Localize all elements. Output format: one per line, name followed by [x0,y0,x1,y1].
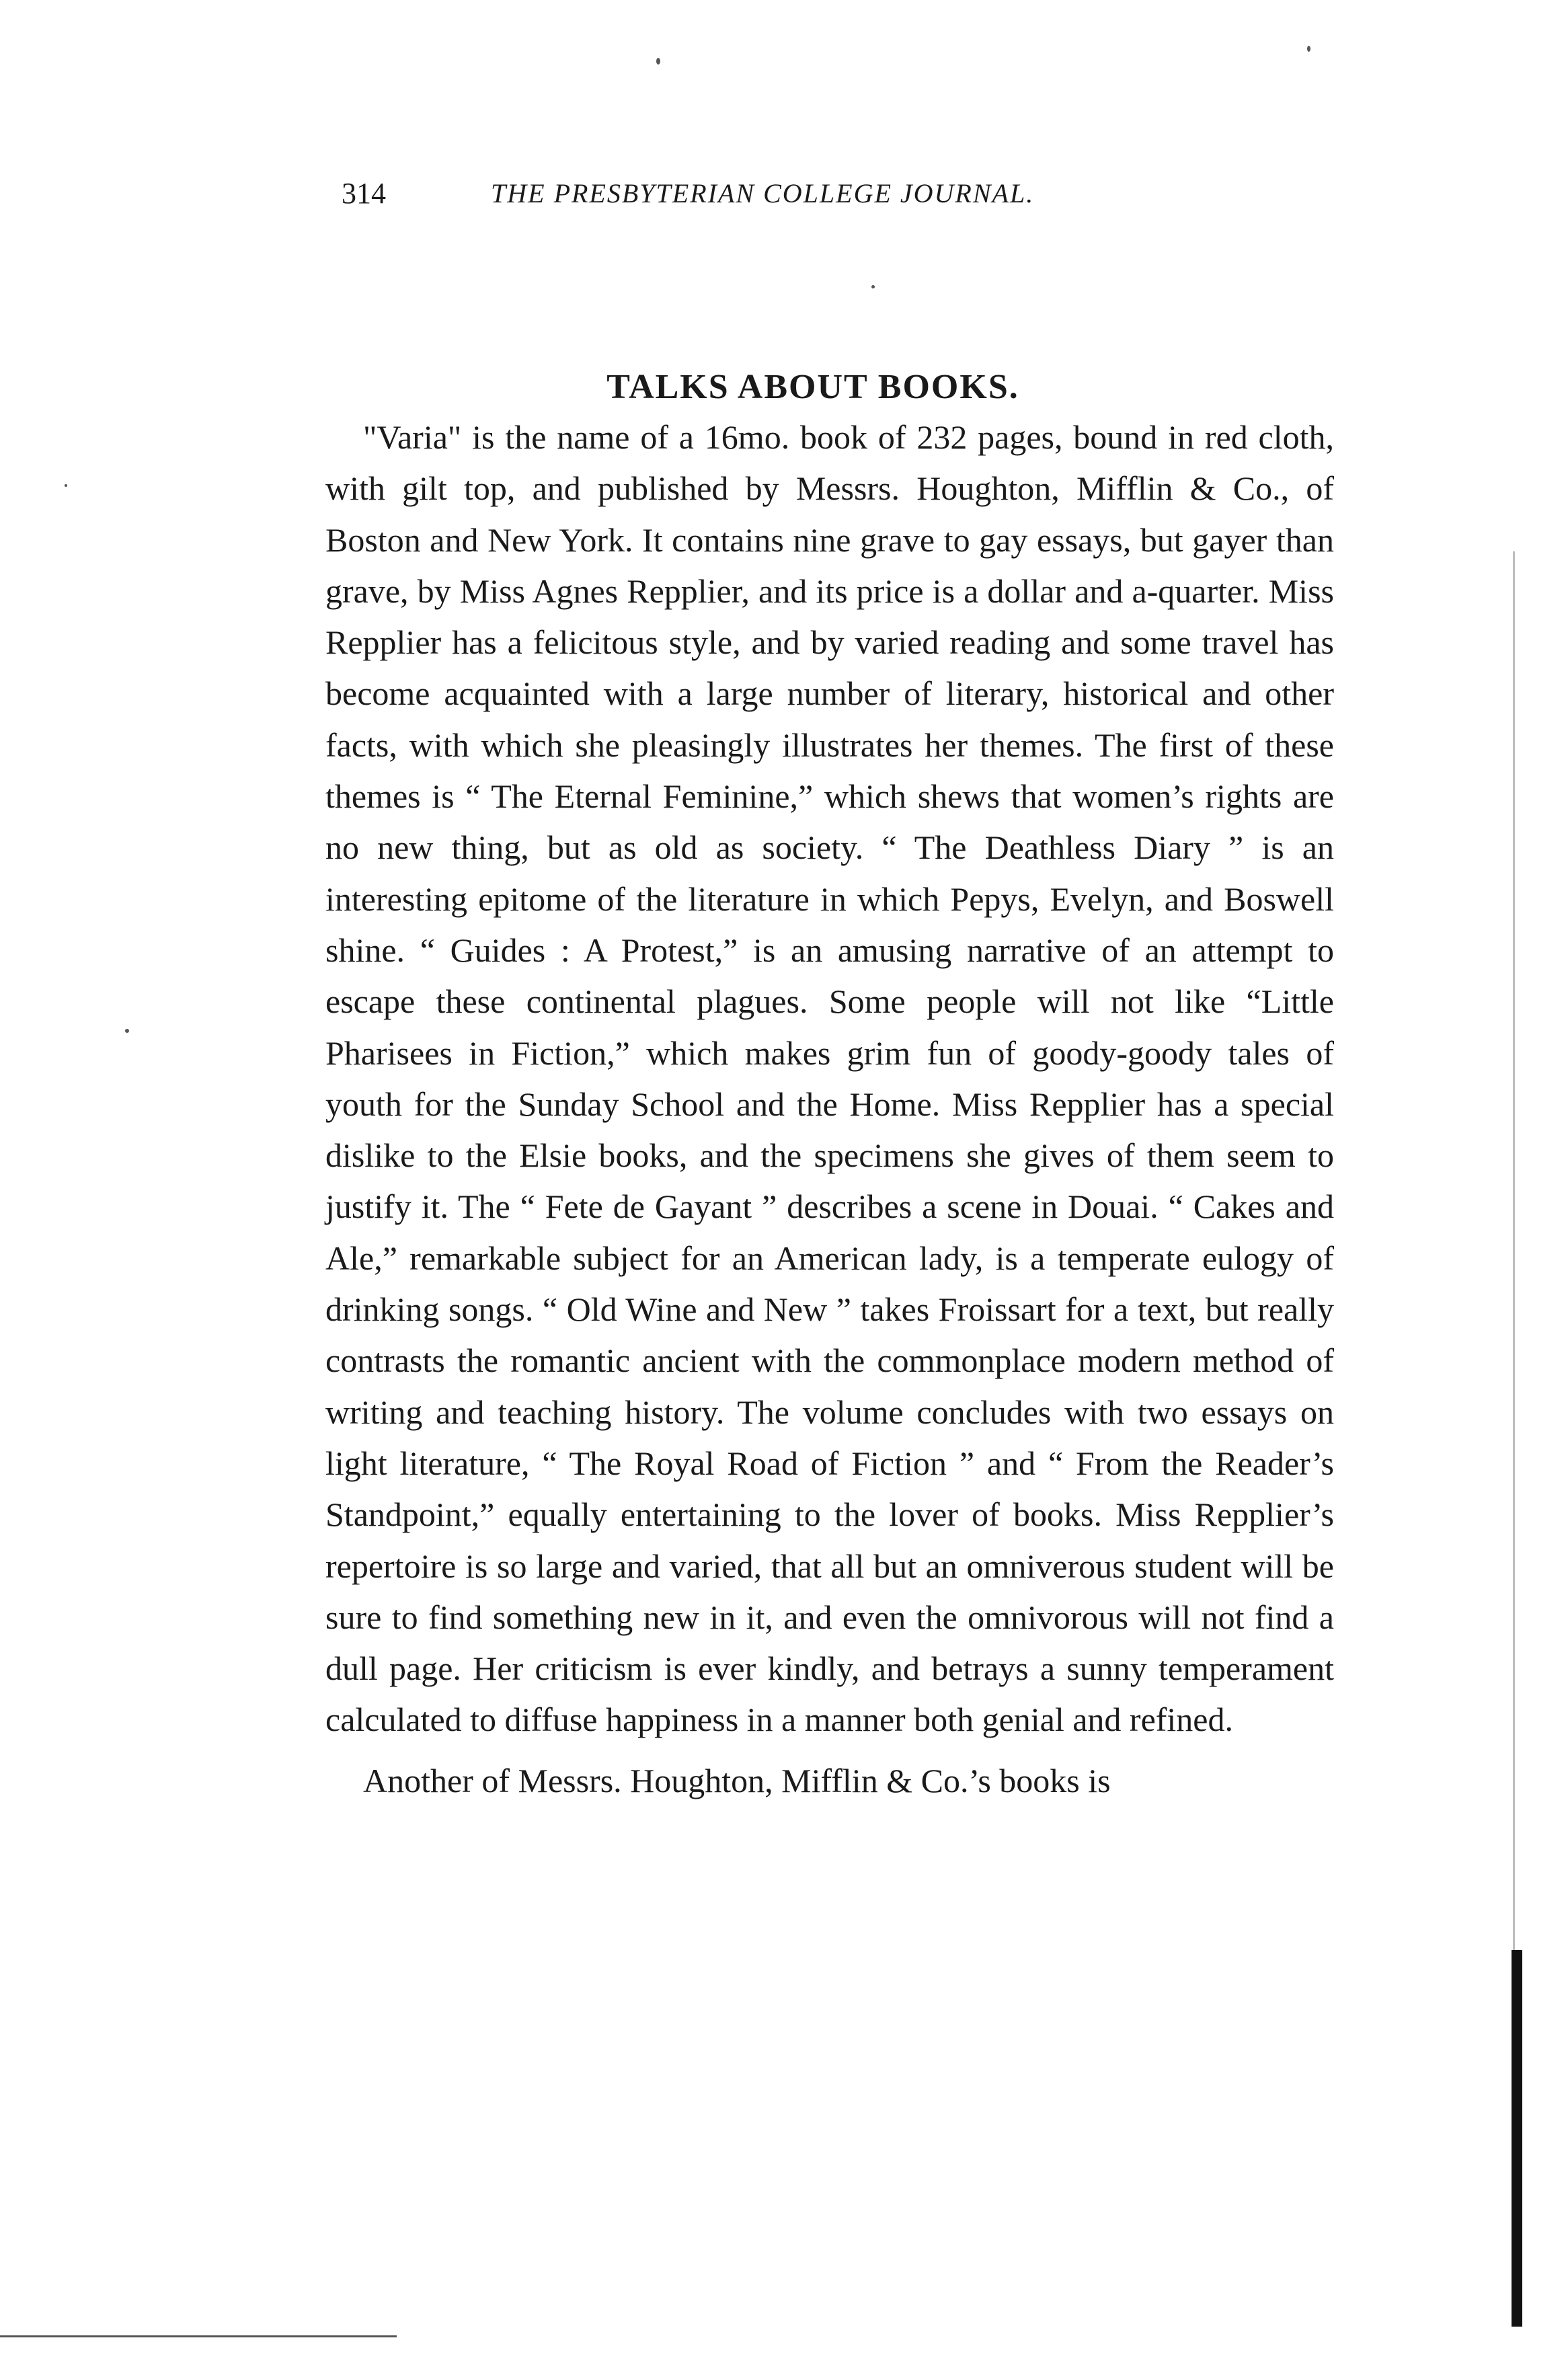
scan-speck [656,58,660,65]
scan-speck [65,484,67,487]
page-number: 314 [342,177,386,210]
scan-speck [1307,46,1310,52]
scan-speck [125,1029,129,1033]
journal-title: THE PRESBYTERIAN COLLEGE JOURNAL. [491,178,1035,208]
page-edge-shadow [1512,1950,1522,2327]
running-head [342,173,1337,214]
paragraph-another: Another of Messrs. Houghton, Mifflin & Co.’s books is [363,1761,1111,1799]
article-body [325,412,1334,1806]
bottom-rule [0,2335,397,2337]
scan-speck [871,285,875,288]
paragraph-varia: "Varia" is the name of a 16mo. book of 232 pages, bound in red cloth, with gilt top, and published by Messrs. Houghton, Mifflin & Co., of Boston and New York. It contains nine grave to gay essays, but gayer than grave, by Miss Agnes Repplier, and its price is a dollar and a-quarter. Miss Repplier has a felicitous style, and by varied reading and some travel has become acquainted with a large number of literary, historical and other facts, with which she pleasingly illustrates her themes. The first of these themes is “ The Eternal Feminine,” which shews that women’s rights are no new thing, but as old as society. “ The Deathless Diary ” is an interesting epitome of the literature in which Pepys, Evelyn, and Boswell shine. “ Guides : A Protest,” is an amusing narrative of an attempt to escape these continental plagues. Some people will not like “Little Pharisees in Fiction,” which makes grim fun of goody-goody tales of youth for the Sunday School and the Home. Miss Repplier has a special dislike to the Elsie books, and the specimens she gives of them seem to justify it. The “ Fete de Gayant ” describes a scene in Douai. “ Cakes and Ale,” remarkable subject for an American lady, is a temperate eulogy of drinking songs. “ Old Wine and New ” takes Froissart for a text, but really contrasts the romantic ancient with the commonplace modern method of writing and teaching history. The volume concludes with two essays on light literature, “ The Royal Road of Fiction ” and “ From the Reader’s Standpoint,” equally entertaining to the lover of books. Miss Repplier’s repertoire is so large and varied, that all but an omniverous student will be sure to find something new in it, and even the omnivorous will not find a dull page. Her criticism is ever kindly, and betrays a sunny temperament calculated to diffuse happiness in a manner both genial and refined. [325,418,1334,1739]
section-heading: TALKS ABOUT BOOKS. [606,368,1019,407]
